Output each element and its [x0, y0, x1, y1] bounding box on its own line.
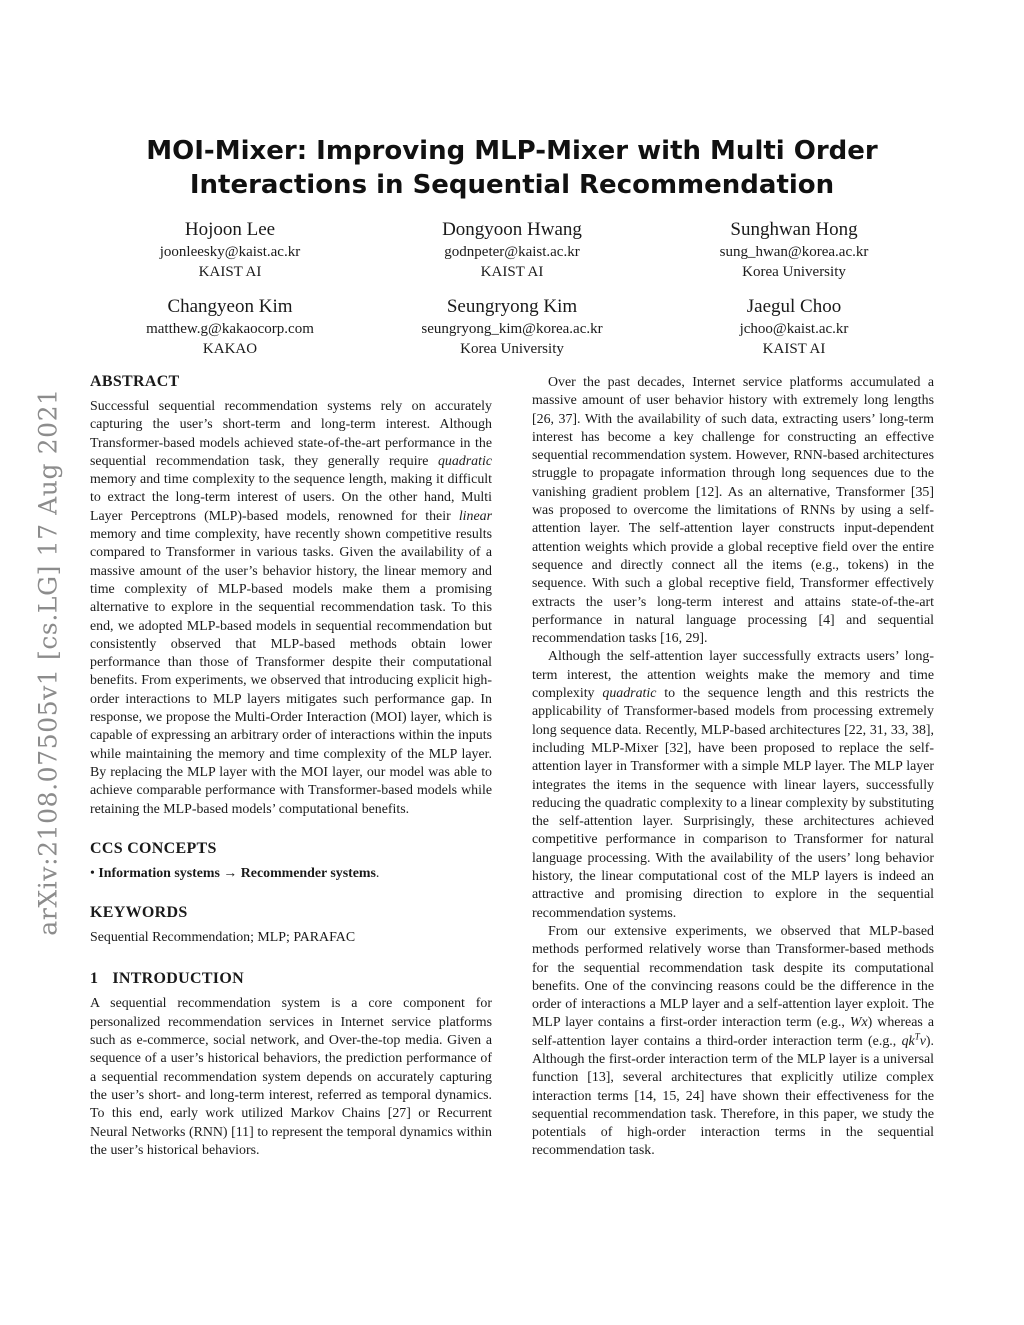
introduction-paragraph-1: A sequential recommendation system is a core component for personalized recommendation services in Internet service platforms such as e-commerce, social network, and Over-the-top media. Given a sequence of a user’s historical behaviors, the prediction performance of a sequential recommendation system depends on accurately capturing the user’s short- and long-term interest, referred as temporal dynamics. To this end, early work utilized Markov Chains [27] or Recurrent Neural Networks (RNN) [11] to represent the temporal dynamics within the user’s historical behaviors. — [90, 996, 492, 1158]
ccs-concepts-line — [90, 865, 492, 883]
math-wx: Wx — [849, 1015, 868, 1031]
ccs-item-recommender-systems: Recommender systems — [240, 865, 376, 881]
math-v: v — [919, 1033, 926, 1049]
author-email[interactable]: sung_hwan@korea.ac.kr — [719, 244, 869, 260]
author-name: Seungryong Kim — [446, 296, 578, 317]
author-affiliation: KAKAO — [202, 341, 258, 357]
keywords-text: Sequential Recommendation; MLP; PARAFAC — [90, 930, 356, 946]
author-affiliation: KAIST AI — [762, 341, 826, 357]
author-name: Hojoon Lee — [184, 219, 276, 240]
ccs-arrow: → — [223, 865, 238, 881]
paper-title — [110, 134, 914, 202]
author-affiliation: Korea University — [742, 264, 846, 280]
paragraph-3-emphasis: quadratic — [602, 686, 657, 702]
abstract-part-2: memory and time complexity to the sequence length, making it difficult to extract the long-term interest of users. On the other hand, Multi Layer Perceptrons (MLP)-based models, renowned for their — [90, 472, 492, 524]
ccs-heading: CCS CONCEPTS — [90, 839, 217, 857]
right-column — [532, 374, 934, 1161]
author-name: Changyeon Kim — [167, 296, 293, 317]
author-row-2 — [100, 295, 924, 359]
paragraph-3-part-2: to the sequence length and this restricts the applicability of Transformer-based models from processing extremely long sequence data. Recently, MLP-based architectures [22, 31, 33, 38], including MLP-Mixer [32], have been proposed to replace the self-attention layer in Transformer with a simple MLP layer. The MLP layer integrates the items in the sequence with linear layers, successfully reducing the quadratic complexity to a linear complexity by substituting the self-attention layer. Surprisingly, these architectures achieved competitive performance in comparison to Transformer for natural language processing. With the availability of the users’ long behavior history, the linear computational cost of the MLP layers is indeed an attractive and promising direction to explore in the sequential recommendation systems. — [532, 686, 935, 921]
section-title: INTRODUCTION — [112, 970, 244, 988]
ccs-bullet: • — [90, 865, 95, 881]
paragraph-4-part-3: ). Although the first-order interaction term of the MLP layer is a universal function [13], several architectures that explicitly utilize complex interaction terms [14, 15, 24] have shown their effectiveness for the sequential recommendation task. Therefore, in this paper, we study the potentials of high-order interaction terms in the sequential recommendation task. — [532, 1033, 934, 1159]
author-affiliation: KAIST AI — [480, 264, 544, 280]
keywords-heading: KEYWORDS — [90, 904, 188, 922]
author — [382, 218, 642, 282]
abstract-heading: ABSTRACT — [90, 373, 180, 390]
introduction-paragraph-3 — [532, 648, 934, 922]
title-line-1: MOI-Mixer: Improving MLP-Mixer with Multi Order — [146, 136, 878, 166]
author-email[interactable]: jchoo@kaist.ac.kr — [739, 321, 849, 337]
introduction-heading — [90, 969, 492, 989]
author — [382, 295, 642, 359]
author-affiliation: KAIST AI — [198, 264, 262, 280]
arxiv-identifier[interactable]: arXiv:2108.07505v1 [cs.LG] 17 Aug 2021 — [33, 388, 63, 936]
math-qk: qk — [901, 1033, 915, 1049]
author — [664, 295, 924, 359]
author-row-1 — [100, 218, 924, 282]
paragraph-4-part-1: From our extensive experiments, we observed that MLP-based methods performed relatively worse than Transformer-based methods for the sequential recommendation task despite its computational benefits. One of the convincing reasons could be the difference in the order of interactions a MLP layer and a self-attention layer exploit. The MLP layer contains a first-order interaction term (e.g., — [532, 923, 934, 1031]
author-name: Dongyoon Hwang — [442, 219, 582, 240]
abstract-emphasis-quadratic: quadratic — [437, 453, 492, 469]
introduction-paragraph-2: Over the past decades, Internet service platforms accumulated a massive amount of user behavior history with extremely long lengths [26, 37]. With the availability of such data, extracting users’ long-term interest has become a key challenge for constructing an effective sequential recommendation system. However, RNN-based architectures struggle to propagate information through long sequences due to the vanishing gradient problem [12]. As an alternative, Transformer [35] was proposed to overcome the limitations of RNNs by using a self-attention layer. The self-attention layer constructs input-dependent attention weights which provide a global receptive field over the entire sequence and directly connect all the items (e.g., tokens) in the sequence. With such a global receptive field, Transformer effectively extracts the user’s long-term interest and attains state-of-the-art performance in natural language processing [4] and sequential recommendation tasks [16, 29]. — [532, 375, 934, 647]
paragraph-4-part-2: ) whereas a self-attention layer contains a third-order interaction term (e.g., — [532, 1015, 934, 1049]
author-name: Jaegul Choo — [746, 296, 842, 317]
author-email[interactable]: joonleesky@kaist.ac.kr — [159, 244, 301, 260]
author — [100, 295, 360, 359]
author-name: Sunghwan Hong — [730, 219, 858, 240]
author — [100, 218, 360, 282]
section-number: 1 — [90, 970, 99, 988]
author — [664, 218, 924, 282]
author-email[interactable]: godnpeter@kaist.ac.kr — [444, 244, 580, 260]
left-column — [90, 372, 492, 1160]
author-email[interactable]: matthew.g@kakaocorp.com — [146, 321, 314, 337]
abstract-part-1: Successful sequential recommendation systems rely on accurately capturing the user’s short-term and long-term interest. Although Transformer-based models achieved state-of-the-art performance in the sequential recommendation task, they generally require — [90, 399, 492, 469]
author-affiliation: Korea University — [460, 341, 564, 357]
author-block — [100, 218, 924, 372]
introduction-paragraph-4 — [532, 923, 934, 1161]
author-email[interactable]: seungryong_kim@korea.ac.kr — [421, 321, 603, 337]
abstract-part-3: memory and time complexity, have recently shown competitive results compared to Transformer in various tasks. Given the availability of a massive amount of the user’s behavior history, the linear memory and time complexity of MLP-based models make them a promising alternative to explore in the sequential recommendation task. To this end, we adopted MLP-based models in sequential recommendation but consistently observed that MLP-based methods obtain lower performance than those of Transformer despite their computational benefits. From experiments, we observed that introducing explicit high-order interactions to MLP layers mitigates such performance gap. In response, we propose the Multi-Order Interaction (MOI) layer, which is capable of expressing an arbitrary order of interactions within the inputs while maintaining the memory and time complexity of the MLP layer. By replacing the MLP layer with the MOI layer, our model was able to achieve comparable performance with Transformer-based models while retaining the MLP-based models’ computational benefits. — [90, 527, 492, 817]
abstract-text — [90, 398, 492, 819]
math-transpose: T — [914, 1031, 920, 1042]
title-line-2: Interactions in Sequential Recommendation — [189, 170, 835, 200]
ccs-item-information-systems: Information systems — [98, 865, 220, 881]
paragraph-3-part-1: Although the self-attention layer successfully extracts users’ long-term interest, the attention weights make the memory and time complexity — [532, 649, 934, 702]
abstract-emphasis-linear: linear — [458, 508, 492, 524]
ccs-period: . — [375, 865, 380, 881]
